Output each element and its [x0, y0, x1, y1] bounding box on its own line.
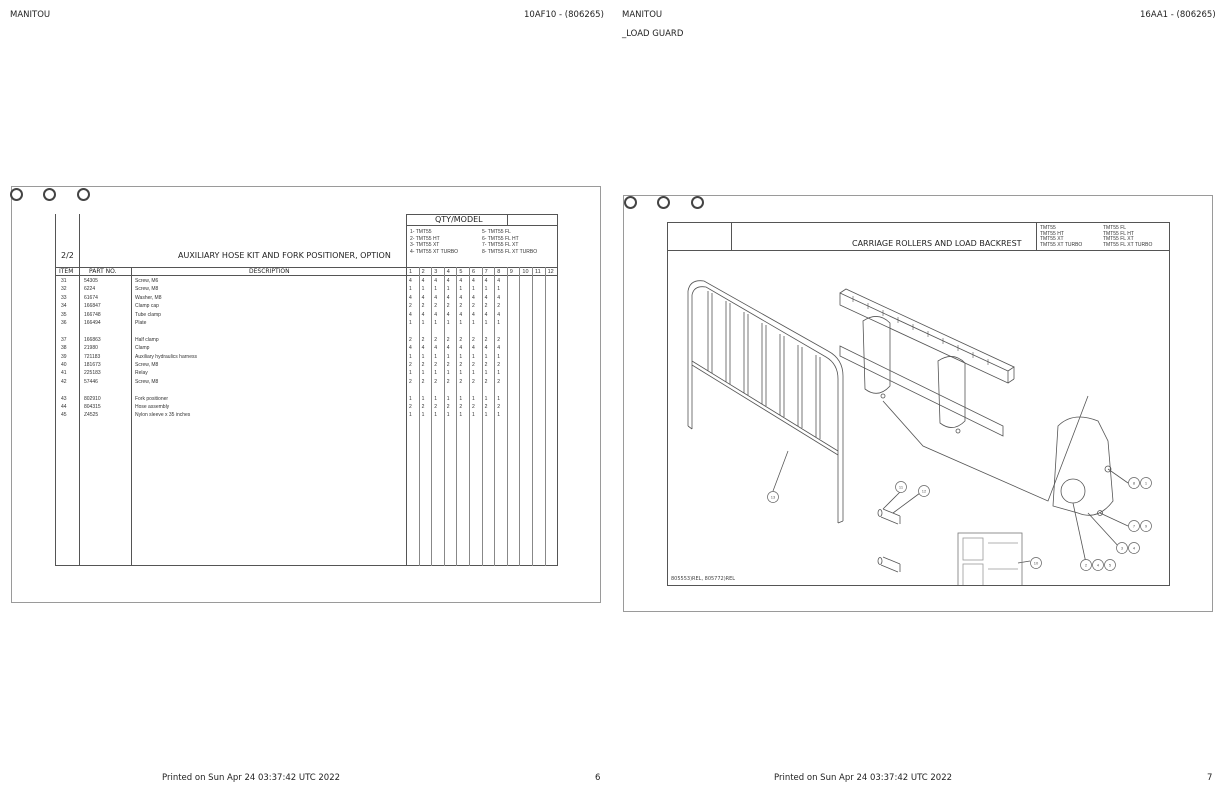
- part-number: Z4525: [84, 412, 99, 419]
- left-brand: MANITOU: [10, 10, 51, 20]
- qty-value: 2: [409, 378, 412, 385]
- qty-value: 1: [472, 395, 475, 402]
- qty-value: 4: [421, 345, 425, 352]
- qty-value: 1: [434, 395, 437, 402]
- qty-value: 1: [497, 286, 500, 293]
- model-entry: 8- TMT55 FL XT TURBO: [482, 248, 538, 255]
- qty-grid: [406, 267, 558, 566]
- bolt: [881, 557, 900, 572]
- qty-value: 2: [484, 378, 488, 385]
- model-entry: 2- TMT55 HT: [410, 235, 440, 242]
- qty-value: 1: [472, 370, 475, 377]
- qty-value: 1: [409, 370, 412, 377]
- qty-value: 2: [472, 303, 475, 310]
- qty-value: 2: [484, 362, 488, 368]
- drawing-frame: [667, 222, 1170, 586]
- drawing-title: CARRIAGE ROLLERS AND LOAD BACKREST: [852, 239, 1022, 248]
- part-description: Screw, M6: [135, 278, 159, 284]
- model-entry: 5- TMT55 FL: [482, 229, 511, 235]
- qty-value: 1: [421, 353, 425, 360]
- model-entry: TMT55 FL XT TURBO: [1103, 241, 1153, 248]
- qty-value: 4: [459, 294, 463, 301]
- qty-value: 4: [421, 311, 425, 318]
- roller-bracket: [938, 356, 965, 427]
- roller-bracket: [863, 316, 890, 393]
- qty-value: 4: [484, 294, 488, 301]
- qty-value: 4: [497, 345, 500, 352]
- qty-value: 1: [409, 412, 412, 419]
- right-section-title: _LOAD GUARD: [622, 29, 684, 39]
- col-header-item: ITEM: [59, 268, 74, 275]
- qty-value: 1: [484, 320, 488, 326]
- qty-value: 2: [497, 336, 500, 343]
- qty-model-label: QTY/MODEL: [435, 215, 483, 224]
- item-number: 43: [61, 395, 67, 402]
- qty-value: 4: [434, 294, 437, 301]
- qty-value: 1: [446, 412, 450, 419]
- qty-value: 4: [446, 311, 450, 318]
- qty-value: 1: [409, 320, 412, 326]
- qty-value: 2: [409, 336, 412, 343]
- part-description: Half clamp: [135, 336, 159, 343]
- binder-hole: [77, 188, 90, 201]
- part-description: Fork positioner: [135, 395, 169, 402]
- qty-value: 2: [434, 378, 437, 385]
- qty-value: 2: [434, 404, 437, 410]
- qty-value: 1: [472, 286, 475, 293]
- qty-value: 2: [459, 378, 463, 385]
- qty-value: 1: [421, 320, 425, 326]
- qty-column-header: 3: [434, 269, 438, 275]
- qty-value: 1: [497, 395, 500, 402]
- item-number: 39: [61, 353, 67, 360]
- qty-value: 1: [472, 320, 475, 326]
- qty-value: 1: [484, 412, 488, 419]
- qty-value: 1: [409, 286, 412, 293]
- part-description: Plate: [135, 320, 147, 326]
- qty-value: 4: [497, 294, 500, 301]
- binder-hole: [43, 188, 56, 201]
- qty-value: 2: [446, 378, 450, 385]
- qty-column-header: 10: [522, 269, 529, 275]
- qty-value: 2: [421, 378, 425, 385]
- qty-value: 4: [434, 345, 437, 352]
- callout-number: 10: [1033, 560, 1039, 566]
- qty-value: 1: [421, 412, 425, 419]
- qty-value: 2: [434, 303, 437, 310]
- callout-number: 2: [1084, 562, 1088, 568]
- right-page-number: 7: [1207, 773, 1213, 783]
- qty-value: 2: [459, 404, 463, 410]
- carriage-rail: [840, 293, 1008, 383]
- callout-number: 12: [921, 488, 927, 494]
- part-number: 181673: [84, 362, 101, 368]
- qty-column-header: 9: [509, 269, 513, 275]
- callout-number: 8: [1132, 480, 1136, 486]
- part-number: 721183: [84, 353, 101, 360]
- part-number: 166847: [84, 303, 101, 310]
- qty-value: 2: [484, 404, 488, 410]
- item-number: 37: [61, 336, 67, 343]
- qty-value: 2: [409, 362, 412, 368]
- qty-column-header: 5: [459, 269, 463, 275]
- callout-number: 13: [770, 494, 776, 500]
- callout-number: 3: [1120, 545, 1124, 551]
- model-entry: 1- TMT55: [410, 229, 432, 235]
- binder-hole: [10, 188, 23, 201]
- qty-value: 4: [409, 278, 412, 284]
- qty-column-header: 12: [547, 269, 554, 275]
- qty-value: 4: [484, 311, 488, 318]
- item-number: 35: [61, 311, 67, 318]
- part-description: Screw, M8: [135, 362, 159, 368]
- qty-value: 2: [497, 378, 500, 385]
- item-number: 45: [61, 412, 67, 419]
- qty-value: 2: [472, 362, 475, 368]
- qty-value: 4: [459, 311, 463, 318]
- qty-column-header: 11: [535, 269, 541, 275]
- qty-column-header: 7: [484, 269, 488, 275]
- qty-value: 2: [409, 303, 412, 310]
- qty-value: 2: [472, 378, 475, 385]
- qty-value: 2: [459, 303, 463, 310]
- qty-value: 2: [459, 362, 463, 368]
- item-number: 40: [61, 362, 67, 368]
- item-number: 34: [61, 303, 67, 310]
- qty-value: 4: [472, 294, 475, 301]
- qty-value: 2: [446, 404, 450, 410]
- qty-value: 2: [497, 362, 500, 368]
- qty-value: 2: [446, 362, 450, 368]
- callout-number: 1: [1144, 480, 1148, 486]
- qty-value: 1: [446, 286, 450, 293]
- qty-value: 4: [446, 294, 450, 301]
- left-page-number: 6: [595, 773, 601, 783]
- part-number: 21980: [84, 345, 98, 352]
- callout-number: 5: [1108, 562, 1112, 568]
- qty-value: 1: [472, 353, 475, 360]
- model-entry: TMT55: [1040, 225, 1056, 231]
- part-description: Hose assembly: [135, 404, 170, 410]
- part-number: 802910: [84, 395, 101, 402]
- col-header-part: PART NO.: [89, 268, 117, 275]
- item-number: 44: [61, 404, 67, 410]
- model-entry: TMT55 FL XT: [1103, 236, 1134, 242]
- qty-column-header: 6: [472, 269, 476, 275]
- qty-value: 1: [421, 370, 425, 377]
- qty-value: 1: [484, 395, 488, 402]
- qty-value: 4: [409, 345, 412, 352]
- model-entry: TMT55 FL HT: [1103, 230, 1134, 237]
- safety-decal: [958, 533, 1022, 585]
- parts-list-sheet: [11, 186, 601, 603]
- qty-value: 4: [409, 294, 412, 301]
- qty-value: 2: [459, 336, 463, 343]
- qty-value: 4: [434, 311, 437, 318]
- qty-column-header: 8: [497, 269, 501, 275]
- col-header-description: DESCRIPTION: [249, 268, 290, 275]
- part-number: 6224: [84, 286, 96, 293]
- qty-value: 1: [434, 286, 437, 293]
- qty-value: 4: [472, 278, 475, 284]
- qty-value: 4: [484, 345, 488, 352]
- qty-value: 2: [421, 404, 425, 410]
- part-number: 166494: [84, 320, 101, 326]
- item-number: 36: [61, 320, 67, 326]
- model-entry: 3- TMT55 XT: [410, 242, 440, 248]
- qty-value: 2: [421, 362, 425, 368]
- qty-value: 1: [409, 353, 412, 360]
- qty-value: 4: [497, 278, 500, 284]
- qty-value: 2: [497, 303, 500, 310]
- left-footer-printed: Printed on Sun Apr 24 03:37:42 UTC 2022: [162, 773, 341, 783]
- qty-value: 4: [446, 345, 450, 352]
- qty-value: 1: [459, 395, 463, 402]
- page-of: 2/2: [61, 251, 74, 260]
- qty-value: 1: [421, 395, 425, 402]
- qty-value: 4: [409, 311, 412, 318]
- part-number: 804315: [84, 404, 101, 410]
- qty-value: 1: [434, 353, 437, 360]
- model-entry: TMT55 XT: [1040, 236, 1064, 242]
- qty-column-header: 4: [446, 269, 450, 275]
- model-entry: TMT55 FL: [1103, 225, 1127, 231]
- qty-value: 4: [459, 278, 463, 284]
- part-number: 166863: [84, 336, 101, 343]
- item-number: 31: [61, 278, 67, 284]
- qty-value: 1: [484, 286, 488, 293]
- qty-value: 4: [459, 345, 463, 352]
- qty-value: 1: [459, 320, 463, 326]
- qty-value: 2: [472, 404, 475, 410]
- qty-column-header: 2: [421, 269, 425, 275]
- qty-value: 4: [472, 345, 475, 352]
- qty-value: 1: [497, 370, 500, 377]
- qty-value: 1: [484, 370, 488, 377]
- qty-value: 1: [446, 320, 450, 326]
- part-number: 61674: [84, 294, 98, 301]
- qty-value: 2: [409, 404, 412, 410]
- part-description: Screw, M8: [135, 378, 159, 385]
- part-description: Auxiliary hydraulics harness: [135, 353, 197, 360]
- qty-value: 1: [497, 353, 500, 360]
- binder-hole: [657, 196, 670, 209]
- model-entry: TMT55 HT: [1040, 230, 1064, 237]
- item-number: 32: [61, 286, 67, 293]
- qty-value: 1: [459, 370, 463, 377]
- callout-number: 7: [1132, 523, 1136, 529]
- qty-value: 2: [421, 336, 425, 343]
- callout-number: 9: [1144, 523, 1148, 529]
- part-number: 57446: [84, 378, 98, 385]
- part-number: 54305: [84, 278, 98, 284]
- qty-value: 2: [434, 362, 437, 368]
- item-number: 33: [61, 294, 67, 301]
- enlarged-roller-bracket: [1053, 417, 1113, 515]
- bolt: [881, 509, 900, 524]
- qty-column-header: 1: [409, 269, 413, 275]
- qty-value: 1: [459, 353, 463, 360]
- parts-table: [55, 214, 558, 566]
- part-number: 166748: [84, 311, 101, 318]
- binder-hole: [624, 196, 637, 209]
- part-description: Tube clamp: [135, 311, 161, 318]
- qty-value: 1: [446, 353, 450, 360]
- part-description: Relay: [135, 370, 148, 377]
- part-description: Clamp cap: [135, 303, 159, 310]
- qty-value: 1: [497, 320, 500, 326]
- right-brand: MANITOU: [622, 10, 663, 20]
- callout-number: 4: [1132, 545, 1136, 551]
- part-description: Screw, M8: [135, 286, 159, 293]
- qty-value: 2: [484, 336, 488, 343]
- model-entry: 6- TMT55 FL HT: [482, 235, 519, 242]
- item-number: 41: [61, 370, 67, 377]
- qty-value: 2: [446, 336, 450, 343]
- sheet-title: AUXILIARY HOSE KIT AND FORK POSITIONER, OPTION: [178, 251, 391, 260]
- qty-value: 1: [434, 370, 437, 377]
- qty-value: 4: [434, 278, 437, 284]
- qty-value: 1: [446, 370, 450, 377]
- right-footer-printed: Printed on Sun Apr 24 03:37:42 UTC 2022: [774, 773, 953, 783]
- qty-value: 1: [434, 320, 437, 326]
- qty-value: 2: [446, 303, 450, 310]
- qty-value: 2: [472, 336, 475, 343]
- reference-note: 805553)REL, 805772)REL: [671, 576, 736, 582]
- qty-value: 1: [409, 395, 412, 402]
- part-number: 225183: [84, 370, 101, 377]
- qty-value: 1: [459, 412, 463, 419]
- qty-value: 4: [421, 294, 425, 301]
- qty-value: 1: [484, 353, 488, 360]
- model-entry: 7- TMT55 FL XT: [482, 242, 519, 248]
- qty-value: 2: [421, 303, 425, 310]
- exploded-drawing-sheet: [623, 195, 1213, 612]
- left-doc-code: 10AF10 - (806265): [524, 10, 604, 20]
- qty-value: 4: [497, 311, 500, 318]
- exploded-view-drawing: [668, 251, 1169, 585]
- qty-value: 1: [459, 286, 463, 293]
- binder-hole: [691, 196, 704, 209]
- qty-value: 4: [421, 278, 425, 284]
- callout-number: 4: [1096, 562, 1100, 568]
- callout-number: 11: [898, 484, 904, 490]
- model-entry: 4- TMT55 XT TURBO: [410, 248, 459, 255]
- qty-value: 4: [484, 278, 488, 284]
- model-entry: TMT55 XT TURBO: [1040, 241, 1083, 248]
- qty-value: 1: [472, 412, 475, 419]
- qty-value: 1: [421, 286, 425, 293]
- part-description: Washer, M8: [135, 294, 162, 301]
- callout-markers: [768, 478, 1152, 571]
- item-number: 42: [61, 378, 67, 385]
- qty-value: 2: [434, 336, 437, 343]
- qty-value: 1: [446, 395, 450, 402]
- qty-value: 1: [434, 412, 437, 419]
- qty-value: 2: [497, 404, 500, 410]
- qty-value: 4: [446, 278, 450, 284]
- item-number: 38: [61, 345, 67, 352]
- qty-value: 1: [497, 412, 500, 419]
- qty-value: 2: [484, 303, 488, 310]
- part-description: Clamp: [135, 345, 150, 352]
- part-description: Nylon sleeve x 35 inches: [135, 412, 191, 419]
- qty-value: 4: [472, 311, 475, 318]
- right-doc-code: 16AA1 - (806265): [1140, 10, 1216, 20]
